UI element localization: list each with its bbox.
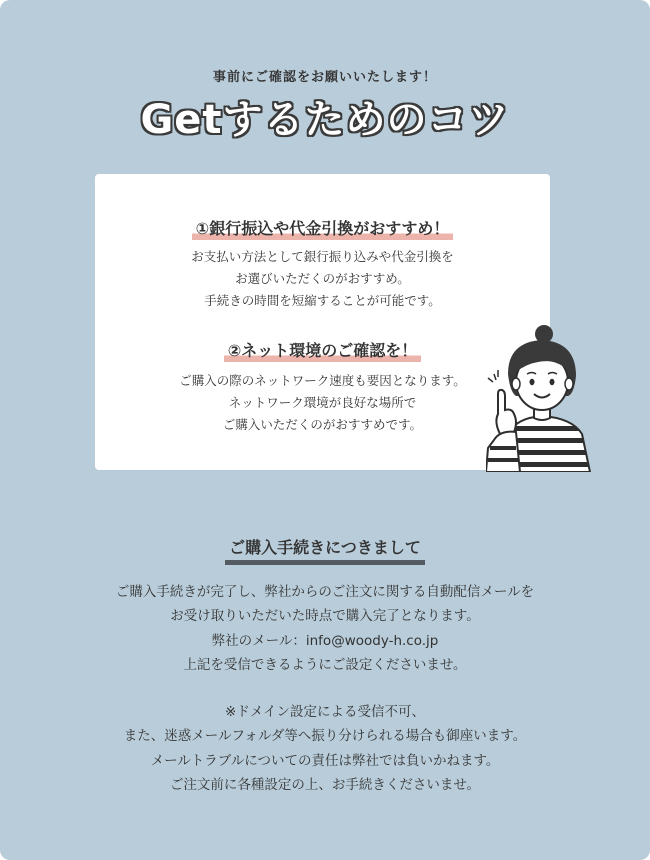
tip-1-title (95, 216, 550, 240)
tip-1-title-text: ①銀行振込や代金引換がおすすめ！ (192, 216, 454, 240)
paragraph-line: また、迷惑メールフォルダ等へ振り分けられる場合も御座います。 (123, 728, 527, 745)
tip-2-line: ネットワーク環境が良好な場所で (228, 395, 417, 410)
tips-card (95, 174, 550, 470)
purchase-section-title-text: ご購入手続きにつきまして (225, 535, 425, 565)
tip-2-title-text: ②ネット環境のご確認を！ (224, 338, 422, 362)
paragraph-line: ご注文前に各種設定の上、お手続きくださいませ。 (169, 776, 481, 793)
purchase-paragraph-1 (0, 580, 650, 677)
tip-2-text (95, 370, 550, 436)
paragraph-line: メールトラブルについての責任は弊社では負いかねます。 (150, 752, 500, 769)
purchase-paragraph-2 (0, 700, 650, 797)
woman-pointing-illustration (486, 322, 598, 472)
tip-2-line: ご購入の際のネットワーク速度も要因となります。 (179, 373, 466, 388)
tip-2-title (95, 338, 550, 362)
tip-2-line: ご購入いただくのがおすすめです。 (222, 417, 423, 432)
tip-1-text (95, 246, 550, 312)
tip-1-line: お支払い方法として銀行振り込みや代金引換を (191, 249, 454, 264)
contact-email-line: 弊社のメール：info@woody-h.co.jp (211, 632, 439, 649)
paragraph-line: ご購入手続きが完了し、弊社からのご注文に関する自動配信メールを (115, 584, 535, 600)
paragraph-line: 上記を受信できるようにご設定くださいませ。 (183, 656, 467, 673)
purchase-section-title (0, 535, 650, 565)
tip-1-line: 手続きの時間を短縮することが可能です。 (204, 293, 441, 308)
kicker-text: 事前にご確認をお願いいたします！ (212, 70, 437, 85)
paragraph-line: お受け取りいただいた時点で購入完了となります。 (170, 608, 480, 625)
paragraph-line: ※ドメイン設定による受信不可、 (225, 704, 425, 720)
page-title: Getするためのコツ (140, 97, 510, 143)
tip-1-line: お選びいただくのがおすすめ。 (235, 271, 410, 286)
